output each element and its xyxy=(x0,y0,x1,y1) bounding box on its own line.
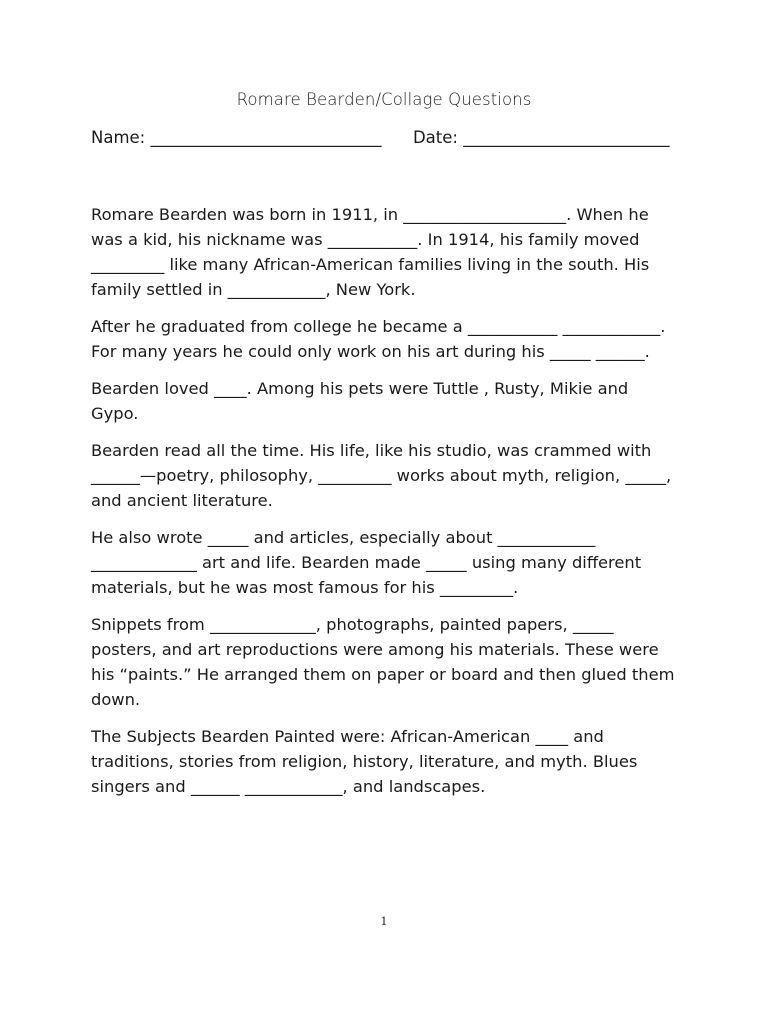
paragraph-writing: He also wrote _____ and articles, especially about ____________ _____________ art and life. Bearden made _____ using many different materials, but he was most famous for his _________. xyxy=(91,528,642,597)
paragraph-pets: Bearden loved ____. Among his pets were Tuttle , Rusty, Mikie and Gypo. xyxy=(91,379,629,423)
paragraph-birth: Romare Bearden was born in 1911, in ____________________. When he was a kid, his nickname was ___________. In 1914, his family moved _________ like many African-American families living in the south. His family settled in ____________, New York. xyxy=(91,205,650,299)
name-field: Name: ____________________________ xyxy=(91,128,382,147)
page-number: 1 xyxy=(380,915,388,928)
paragraph-reading: Bearden read all the time. His life, like his studio, was crammed with ______—poetry, philosophy, _________ works about myth, religion, _____, and ancient literature. xyxy=(91,441,672,510)
paragraph-career: After he graduated from college he became a ___________ ____________. For many years he could only work on his art during his _____ ______. xyxy=(91,317,666,361)
paragraph-subjects: The Subjects Bearden Painted were: African-American ____ and traditions, stories from religion, history, literature, and myth. Blues singers and ______ ____________, and landscapes. xyxy=(91,727,638,796)
date-field: Date: _________________________ xyxy=(412,128,670,147)
name-date-row xyxy=(91,128,669,147)
question-body xyxy=(91,202,679,811)
paragraph-materials: Snippets from _____________, photographs, painted papers, _____ posters, and art reproductions were among his materials. These were his “paints.” He arranged them on paper or board and then glued them down. xyxy=(91,615,675,709)
page-title: Romare Bearden/Collage Questions xyxy=(236,90,532,109)
